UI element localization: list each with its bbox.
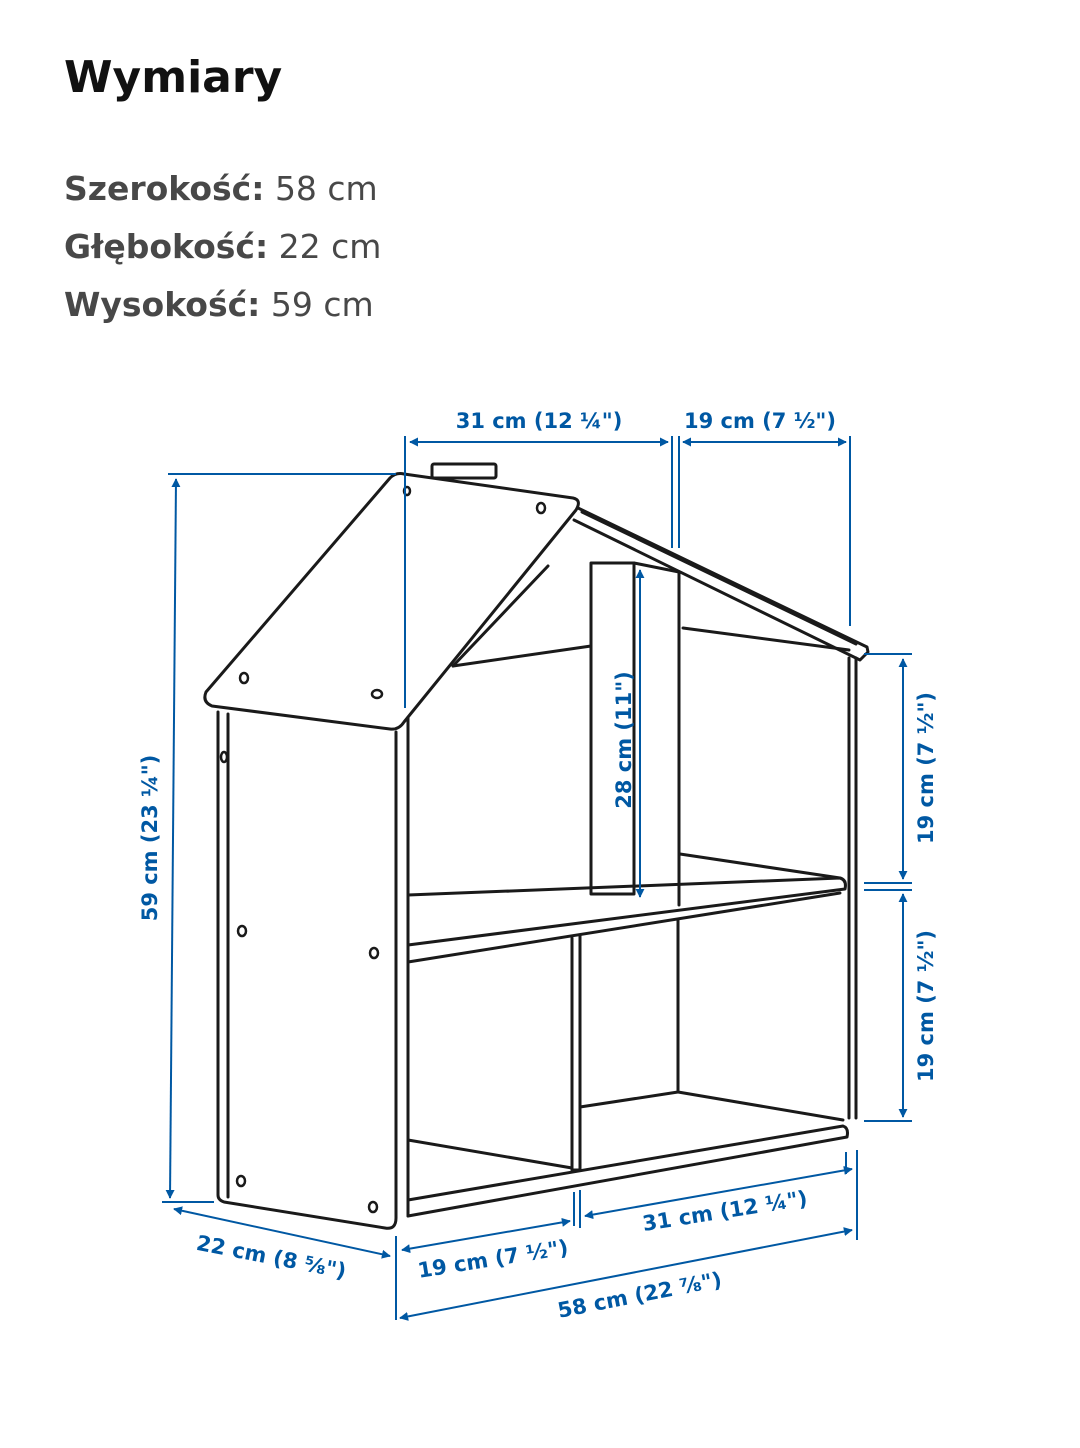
dollhouse-drawing <box>205 464 868 1228</box>
dim-depth-label: 22 cm (8 ⅝") <box>194 1230 349 1284</box>
side-panel <box>218 712 396 1228</box>
dim-top-right-label: 19 cm (7 ½") <box>684 409 836 433</box>
dim-upper-right-label: 19 cm (7 ½") <box>914 692 938 844</box>
left-roof-panel <box>205 474 579 730</box>
dim-line-total-height <box>170 479 176 1198</box>
dim-total-height-label: 59 cm (23 ¼") <box>138 754 162 922</box>
spec-width-value: 58 cm <box>274 169 378 208</box>
dim-bottom-right-label: 31 cm (12 ¼") <box>640 1186 810 1236</box>
dim-total-width-label: 58 cm (22 ⅞") <box>555 1267 724 1323</box>
lower-divider <box>572 935 580 1170</box>
page-title: Wymiary <box>64 52 283 103</box>
spec-height-value: 59 cm <box>270 285 374 324</box>
dimension-labels <box>138 409 938 1323</box>
spec-width-label: Szerokość: <box>64 169 265 208</box>
dim-attic-height-label: 28 cm (11") <box>612 671 636 809</box>
spec-height-label: Wysokość: <box>64 285 261 324</box>
chimney <box>432 464 496 478</box>
dim-top-left-label: 31 cm (12 ¼") <box>455 409 623 433</box>
middle-shelf <box>408 878 845 945</box>
dim-lower-right-label: 19 cm (7 ½") <box>914 930 938 1082</box>
spec-depth-label: Głębokość: <box>64 227 269 266</box>
dim-bottom-left-label: 19 cm (7 ½") <box>415 1235 570 1283</box>
spec-depth-value: 22 cm <box>278 227 382 266</box>
